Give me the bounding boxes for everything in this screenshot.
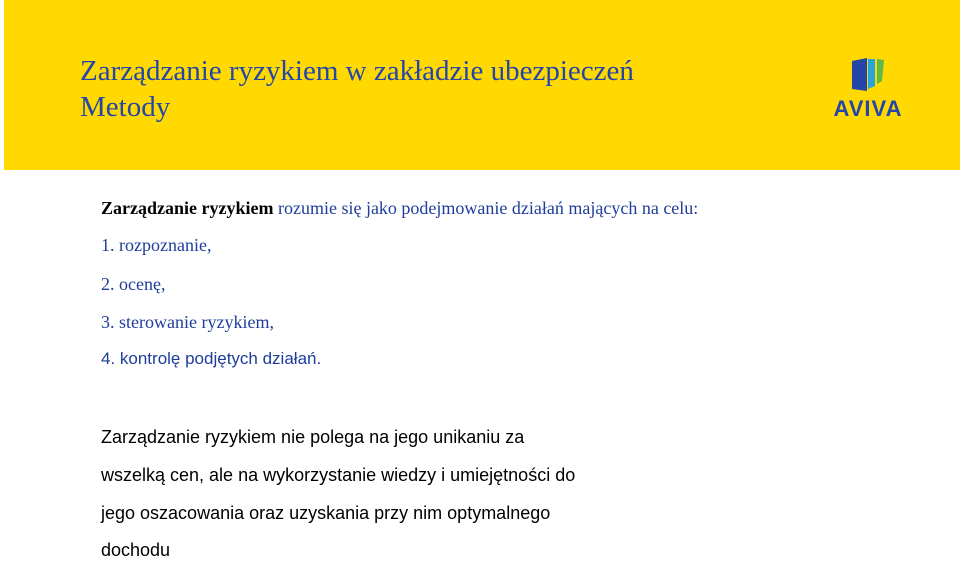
intro-term: Zarządzanie ryzykiem xyxy=(101,198,274,218)
list-item: 2. ocenę, xyxy=(101,274,166,294)
aviva-flag-icon xyxy=(850,57,886,93)
intro-line xyxy=(101,197,698,219)
list-item: 3. sterowanie ryzykiem, xyxy=(101,312,274,332)
logo-text: AVIVA xyxy=(833,96,903,121)
title-line-2: Metody xyxy=(80,91,171,123)
intro-definition: rozumie się jako podejmowanie działań mających na celu: xyxy=(273,198,699,218)
slide-title xyxy=(80,53,634,125)
paragraph-line: dochodu xyxy=(101,540,171,560)
paragraph-line: Zarządzanie ryzykiem nie polega na jego unikaniu za xyxy=(101,427,525,447)
slide-header xyxy=(4,0,960,170)
title-line-1: Zarządzanie ryzykiem w zakładzie ubezpieczeń xyxy=(80,55,634,87)
paragraph-line: jego oszacowania oraz uzyskania przy nim optymalnego xyxy=(101,503,551,523)
list-item: 4. kontrolę podjętych działań. xyxy=(101,349,322,368)
aviva-logo xyxy=(820,52,916,124)
paragraph-line: wszelką cen, ale na wykorzystanie wiedzy i umiejętności do xyxy=(101,465,576,485)
list-item: 1. rozpoznanie, xyxy=(101,235,212,255)
